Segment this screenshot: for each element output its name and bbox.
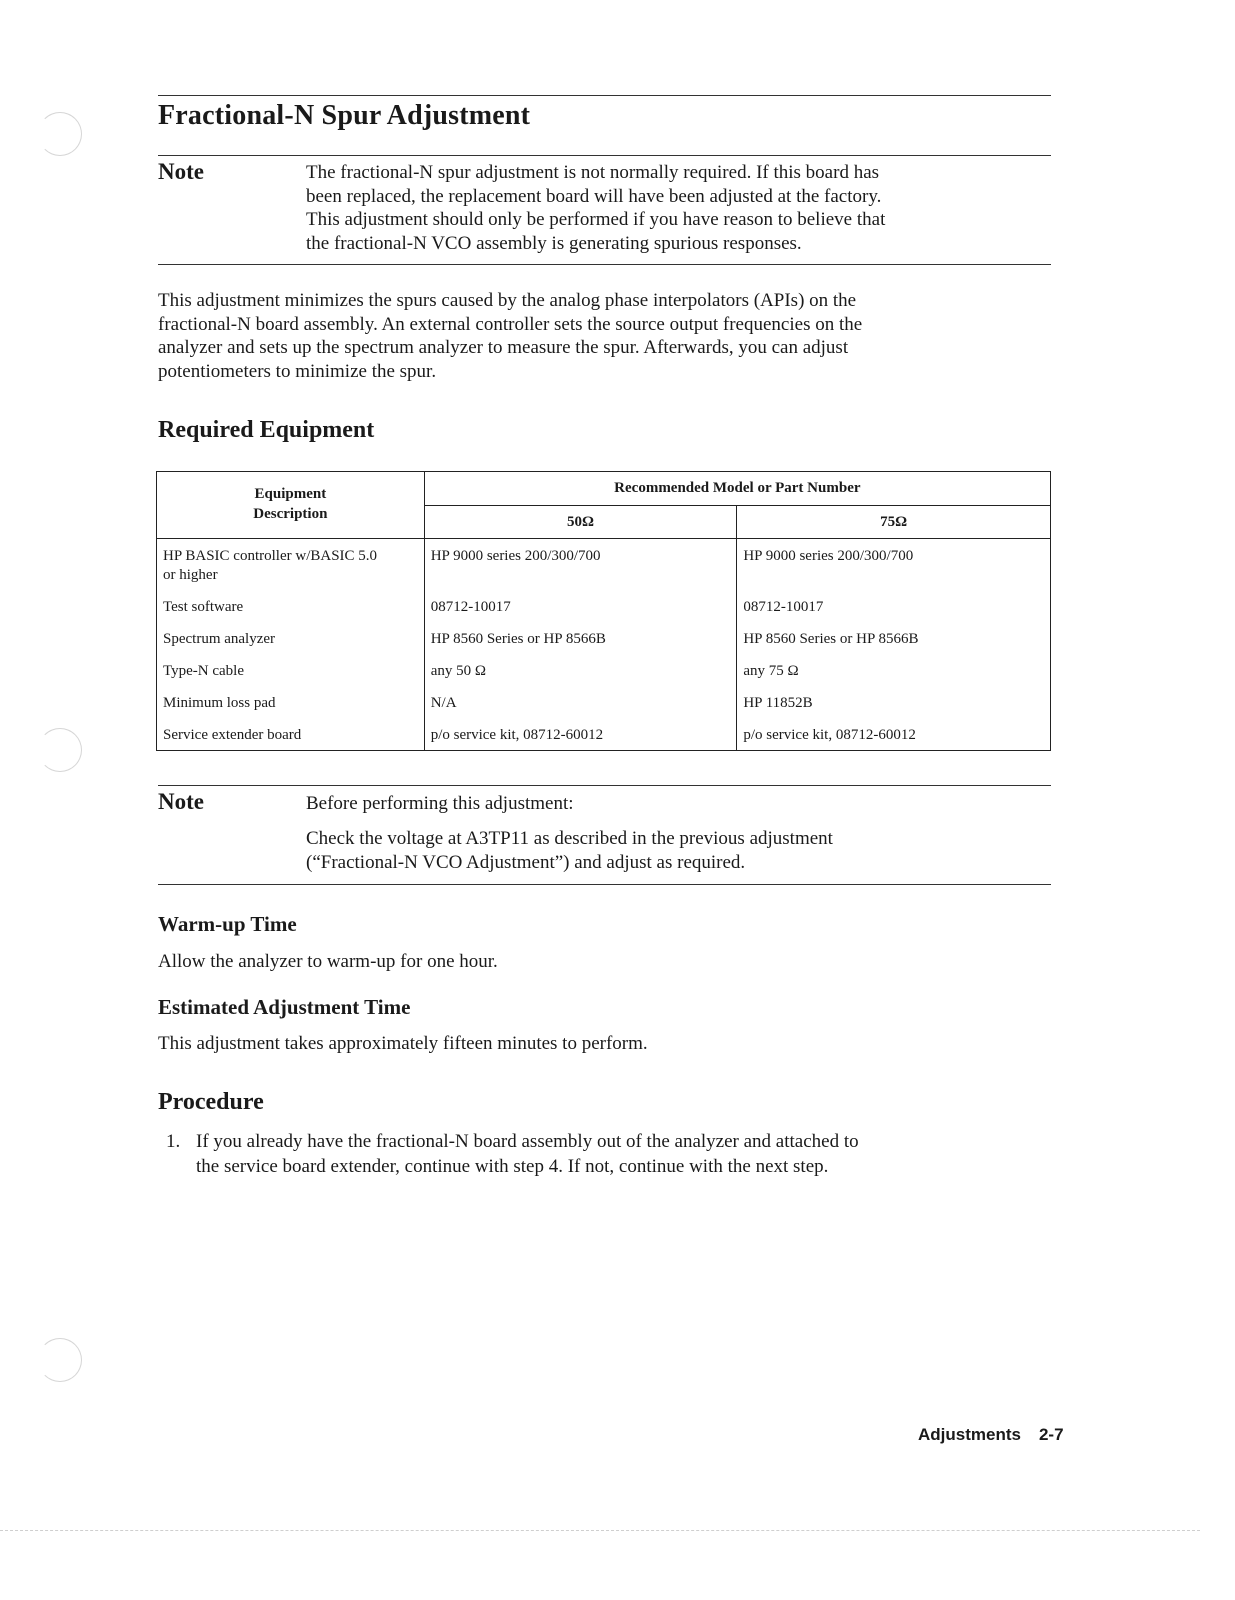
equipment-table — [156, 471, 1051, 751]
punch-hole-mark — [38, 1338, 82, 1382]
column-header-description — [157, 472, 425, 539]
cell-50-ohm: p/o service kit, 08712-60012 — [424, 718, 737, 751]
scan-edge-line — [0, 1530, 1200, 1531]
paragraph-line: fractional-N board assembly. An external controller sets the source output frequencies on the — [158, 313, 863, 335]
cell-description: Minimum loss pad — [157, 686, 425, 718]
note-line: the fractional-N VCO assembly is generating spurious responses. — [306, 232, 802, 254]
footer-section-name: Adjustments — [918, 1425, 1021, 1444]
intro-paragraph — [158, 289, 1051, 383]
note-bottom-rule — [158, 884, 1051, 885]
paragraph-line: analyzer and sets up the spectrum analyzer to measure the spur. Afterwards, you can adjust — [158, 337, 849, 358]
step-text — [196, 1130, 1046, 1179]
note-top-rule — [158, 155, 1051, 156]
procedure-heading: Procedure — [158, 1089, 264, 1115]
table-row — [157, 654, 1051, 686]
page-number: 2-7 — [1038, 1425, 1064, 1444]
paragraph-line: This adjustment minimizes the spurs caused by the analog phase interpolators (APIs) on the — [158, 290, 857, 311]
note-line: Before performing this adjustment: — [306, 793, 574, 814]
warmup-text: Allow the analyzer to warm-up for one hour. — [158, 951, 498, 972]
header-line: Equipment — [254, 486, 327, 502]
estimated-time-text: This adjustment takes approximately fifteen minutes to perform. — [158, 1033, 648, 1054]
note-line: The fractional-N spur adjustment is not normally required. If this board has — [306, 162, 880, 183]
note-bottom-rule — [158, 264, 1051, 265]
cell-line: HP BASIC controller w/BASIC 5.0 — [163, 548, 378, 564]
cell-description: Service extender board — [157, 718, 425, 751]
note-line: This adjustment should only be performed if you have reason to believe that — [306, 209, 886, 230]
column-header-recommended: Recommended Model or Part Number — [424, 472, 1050, 506]
cell-75-ohm: HP 11852B — [743, 695, 813, 711]
cell-75-ohm: p/o service kit, 08712-60012 — [743, 727, 916, 743]
cell-50-ohm: any 50 Ω — [424, 654, 737, 686]
punch-hole-mark — [38, 112, 82, 156]
estimated-time-heading: Estimated Adjustment Time — [158, 995, 411, 1019]
cell-75-ohm: HP 8560 Series or HP 8566B — [743, 631, 919, 647]
table-row — [157, 622, 1051, 654]
step-number: 1. — [166, 1131, 181, 1152]
table-row — [157, 590, 1051, 622]
title-top-rule — [158, 95, 1051, 96]
cell-line: or higher — [163, 567, 218, 583]
cell-description: Test software — [157, 590, 425, 622]
header-line: Description — [253, 506, 328, 522]
page-title: Fractional-N Spur Adjustment — [158, 100, 531, 131]
cell-50-ohm: 08712-10017 — [424, 590, 737, 622]
column-header-75-ohm: 75Ω — [737, 506, 1051, 539]
page-footer — [918, 1425, 1064, 1445]
note-top-rule — [158, 785, 1051, 786]
note-line: Check the voltage at A3TP11 as described in the previous adjustment — [306, 828, 833, 849]
note-line: (“Fractional-N VCO Adjustment”) and adjust as required. — [306, 851, 746, 873]
warmup-heading: Warm-up Time — [158, 912, 297, 936]
cell-75-ohm: 08712-10017 — [743, 599, 824, 615]
cell-50-ohm: N/A — [424, 686, 737, 718]
note-label: Note — [158, 789, 204, 814]
table-row — [157, 686, 1051, 718]
cell-50-ohm: HP 9000 series 200/300/700 — [424, 539, 737, 591]
table-row — [157, 718, 1051, 751]
note-label: Note — [158, 159, 204, 184]
cell-75-ohm: any 75 Ω — [743, 663, 799, 679]
note-text — [306, 827, 1046, 874]
step-line: If you already have the fractional-N board assembly out of the analyzer and attached to — [196, 1131, 859, 1152]
punch-hole-mark — [38, 728, 82, 772]
step-line: the service board extender, continue with step 4. If not, continue with the next step. — [196, 1155, 829, 1177]
column-header-50-ohm: 50Ω — [424, 506, 737, 539]
required-equipment-heading: Required Equipment — [158, 417, 375, 443]
cell-75-ohm: HP 9000 series 200/300/700 — [743, 548, 914, 564]
table-row — [157, 539, 1051, 591]
paragraph-line: potentiometers to minimize the spur. — [158, 360, 437, 382]
note-text — [306, 161, 1046, 255]
cell-description — [157, 539, 425, 591]
cell-description: Type-N cable — [157, 654, 425, 686]
cell-description: Spectrum analyzer — [157, 622, 425, 654]
note-line: been replaced, the replacement board will have been adjusted at the factory. — [306, 185, 882, 207]
cell-50-ohm: HP 8560 Series or HP 8566B — [424, 622, 737, 654]
